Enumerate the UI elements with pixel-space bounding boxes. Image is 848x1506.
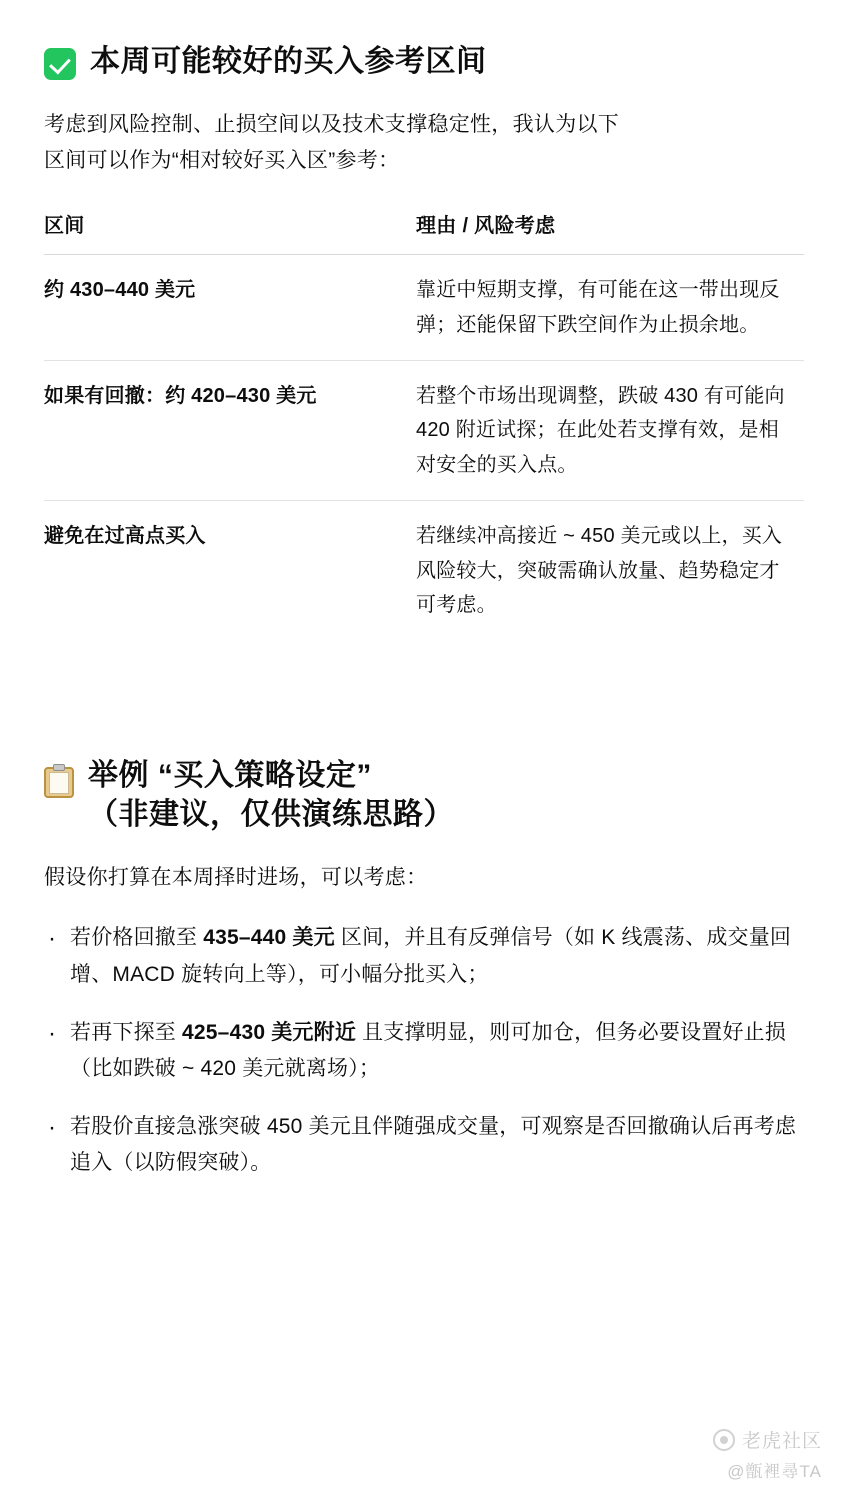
watermark xyxy=(713,1426,822,1482)
table-header-reason: 理由 / 风险考虑 xyxy=(416,209,804,255)
table-row xyxy=(44,361,804,501)
white-check-mark-icon xyxy=(44,48,76,80)
section2-title-line1: 举例 “买入策略设定” xyxy=(88,759,372,793)
table-row xyxy=(44,255,804,361)
section-heading-strategy-example xyxy=(44,756,804,834)
bullet-pre: 若价格回撤至 xyxy=(70,926,204,950)
strategy-bullet-list xyxy=(44,920,804,1181)
section1-intro-line1: 考虑到风险控制、止损空间以及技术支撑稳定性，我认为以下 xyxy=(44,113,620,136)
tiger-community-logo-icon xyxy=(713,1429,735,1451)
section-heading-buy-range xyxy=(44,42,804,81)
table-cell-reason: 靠近中短期支撑，有可能在这一带出现反弹；还能保留下跌空间作为止损余地。 xyxy=(416,255,804,361)
table-cell-reason: 若继续冲高接近 ~ 450 美元或以上，买入风险较大，突破需确认放量、趋势稳定才可考虑。 xyxy=(416,525,783,616)
section-spacer xyxy=(44,640,804,744)
section2-intro: 假设你打算在本周择时进场，可以考虑： xyxy=(44,866,428,890)
bullet-bold: 425–430 美元附近 xyxy=(182,1020,357,1044)
table-cell-reason: 若整个市场出现调整，跌破 430 有可能向 420 附近试探；在此处若支撑有效，是相对安全的买入点。 xyxy=(416,361,804,501)
bullet-post: 且支撑明显，则可加仓，但务必要设置好止损（比如跌破 ~ 420 美元就离场）； xyxy=(70,1020,787,1080)
bullet-post: 区间，并且有反弹信号（如 K 线震荡、成交量回增、MACD 旋转向上等），可小幅分批买入； xyxy=(70,926,792,986)
bullet-post: 若股价直接急涨突破 450 美元且伴随强成交量，可观察是否回撤确认后再考虑追入（以防假突破）。 xyxy=(70,1114,797,1174)
section1-title: 本周可能较好的买入参考区间 xyxy=(90,45,487,78)
watermark-name: 老虎社区 xyxy=(741,1431,822,1452)
watermark-handle: @甑裡尋TA xyxy=(727,1462,822,1481)
list-item xyxy=(44,920,804,992)
buy-range-table xyxy=(44,209,804,640)
table-row xyxy=(44,501,804,641)
section1-intro-line2: 区间可以作为“相对较好买入区”参考： xyxy=(44,149,400,173)
table-cell-range: 避免在过高点买入 xyxy=(44,525,206,548)
section2-title xyxy=(88,756,454,834)
table-cell-range: 约 430–440 美元 xyxy=(44,255,416,361)
section2-title-line2: （非建议，仅供演练思路） xyxy=(88,798,454,832)
clipboard-icon xyxy=(44,764,74,798)
table-cell-range: 如果有回撤：约 420–430 美元 xyxy=(44,361,416,501)
bullet-bold: 435–440 美元 xyxy=(203,926,335,950)
section1-intro xyxy=(44,107,804,179)
table-header-range: 区间 xyxy=(44,209,416,255)
list-item xyxy=(44,1015,804,1087)
bullet-pre: 若再下探至 xyxy=(70,1020,183,1044)
table-header-row xyxy=(44,209,804,255)
list-item xyxy=(44,1109,804,1181)
